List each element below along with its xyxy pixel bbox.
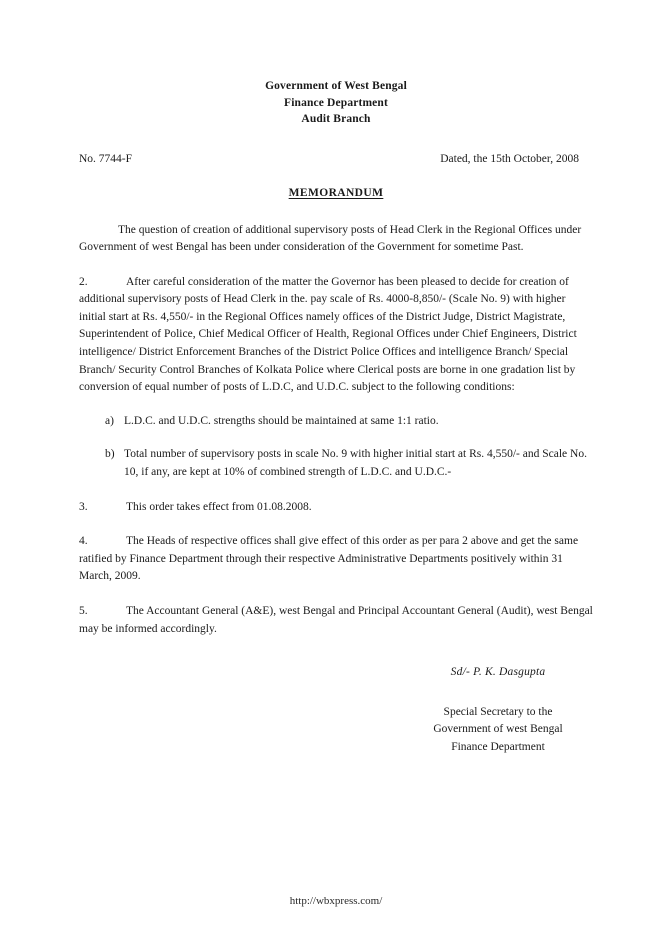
paragraph-4-number: 4. (79, 535, 88, 548)
list-item-text: Total number of supervisory posts in scale No. 9 with higher initial start at Rs. 4,550/- and Scale No. 10, if any, are kept at 10% of combined strength of L.D.C. and U.D.C.- (124, 448, 587, 479)
paragraph-4 (79, 533, 593, 586)
page-title (0, 187, 672, 199)
document-body (79, 222, 593, 639)
paragraph-2-text: After careful consideration of the matter the Governor has been pleased to decide for creation of additional supervisory posts of Head Clerk in the. pay scale of Rs. 4000-8,850/- (Scale No. 9) with higher initial start at Rs. 4,550/- in the Regional Offices namely offices of the District Judge, District Magistrate, Superintendent of Police, Chief Medical Officer of Health, Regional Offices under Chief Engineers, District intelligence/ District Enforcement Branches of the District Police Offices and intelligence Branch/ Special Branch/ Security Control Branches of Kolkata Police where Clerical posts are borne in one gradation list by conversion of equal number of posts of L.D.C, and U.D.C. subject to the following conditions: (79, 275, 577, 394)
paragraph-3 (79, 499, 593, 517)
reference-row (79, 152, 593, 167)
paragraph-3-number: 3. (79, 500, 88, 513)
designation-line-3: Finance Department (451, 740, 545, 753)
letterhead-line-department: Finance Department (284, 96, 388, 109)
signatory-name: Sd/- P. K. Dasgupta (450, 666, 546, 678)
paragraph-5-text: The Accountant General (A&E), west Bengal and Principal Accountant General (Audit), west Bengal may be informed accordingly. (79, 605, 593, 635)
paragraph-5-number: 5. (79, 605, 88, 617)
paragraph-2-number: 2. (79, 275, 88, 288)
letterhead-line-government: Government of West Bengal (265, 80, 407, 92)
memo-number: No. 7744-F (79, 152, 133, 165)
paragraph-2 (79, 274, 593, 397)
signatory-designation (368, 704, 628, 757)
list-item (79, 413, 593, 431)
letterhead (0, 78, 672, 128)
conditions-list (79, 413, 593, 482)
page-title-text: MEMORANDUM (288, 186, 384, 199)
signature-block (368, 664, 628, 756)
list-item-marker: a) (105, 414, 114, 427)
paragraph-5 (79, 603, 593, 638)
paragraph-intro (79, 222, 593, 257)
list-item-text: L.D.C. and U.D.C. strengths should be maintained at same 1:1 ratio. (124, 414, 439, 427)
designation-line-2: Government of west Bengal (433, 723, 563, 736)
paragraph-intro-text: The question of creation of additional supervisory posts of Head Clerk in the Regional Offices under Government of west Bengal has been under consideration of the Government for sometime Past. (79, 223, 582, 254)
designation-line-1: Special Secretary to the (443, 705, 553, 718)
letterhead-line-branch: Audit Branch (301, 113, 371, 125)
list-item (79, 446, 593, 481)
paragraph-3-text: This order takes effect from 01.08.2008. (126, 500, 312, 513)
footer-source-url: http://wbxpress.com/ (289, 895, 383, 907)
paragraph-4-text: The Heads of respective offices shall give effect of this order as per para 2 above and get the same ratified by Finance Department through their respective Administrative Departments positively within 31 March, 2009. (79, 535, 579, 583)
memo-date: Dated, the 15th October, 2008 (440, 152, 579, 165)
list-item-marker: b) (105, 448, 115, 461)
